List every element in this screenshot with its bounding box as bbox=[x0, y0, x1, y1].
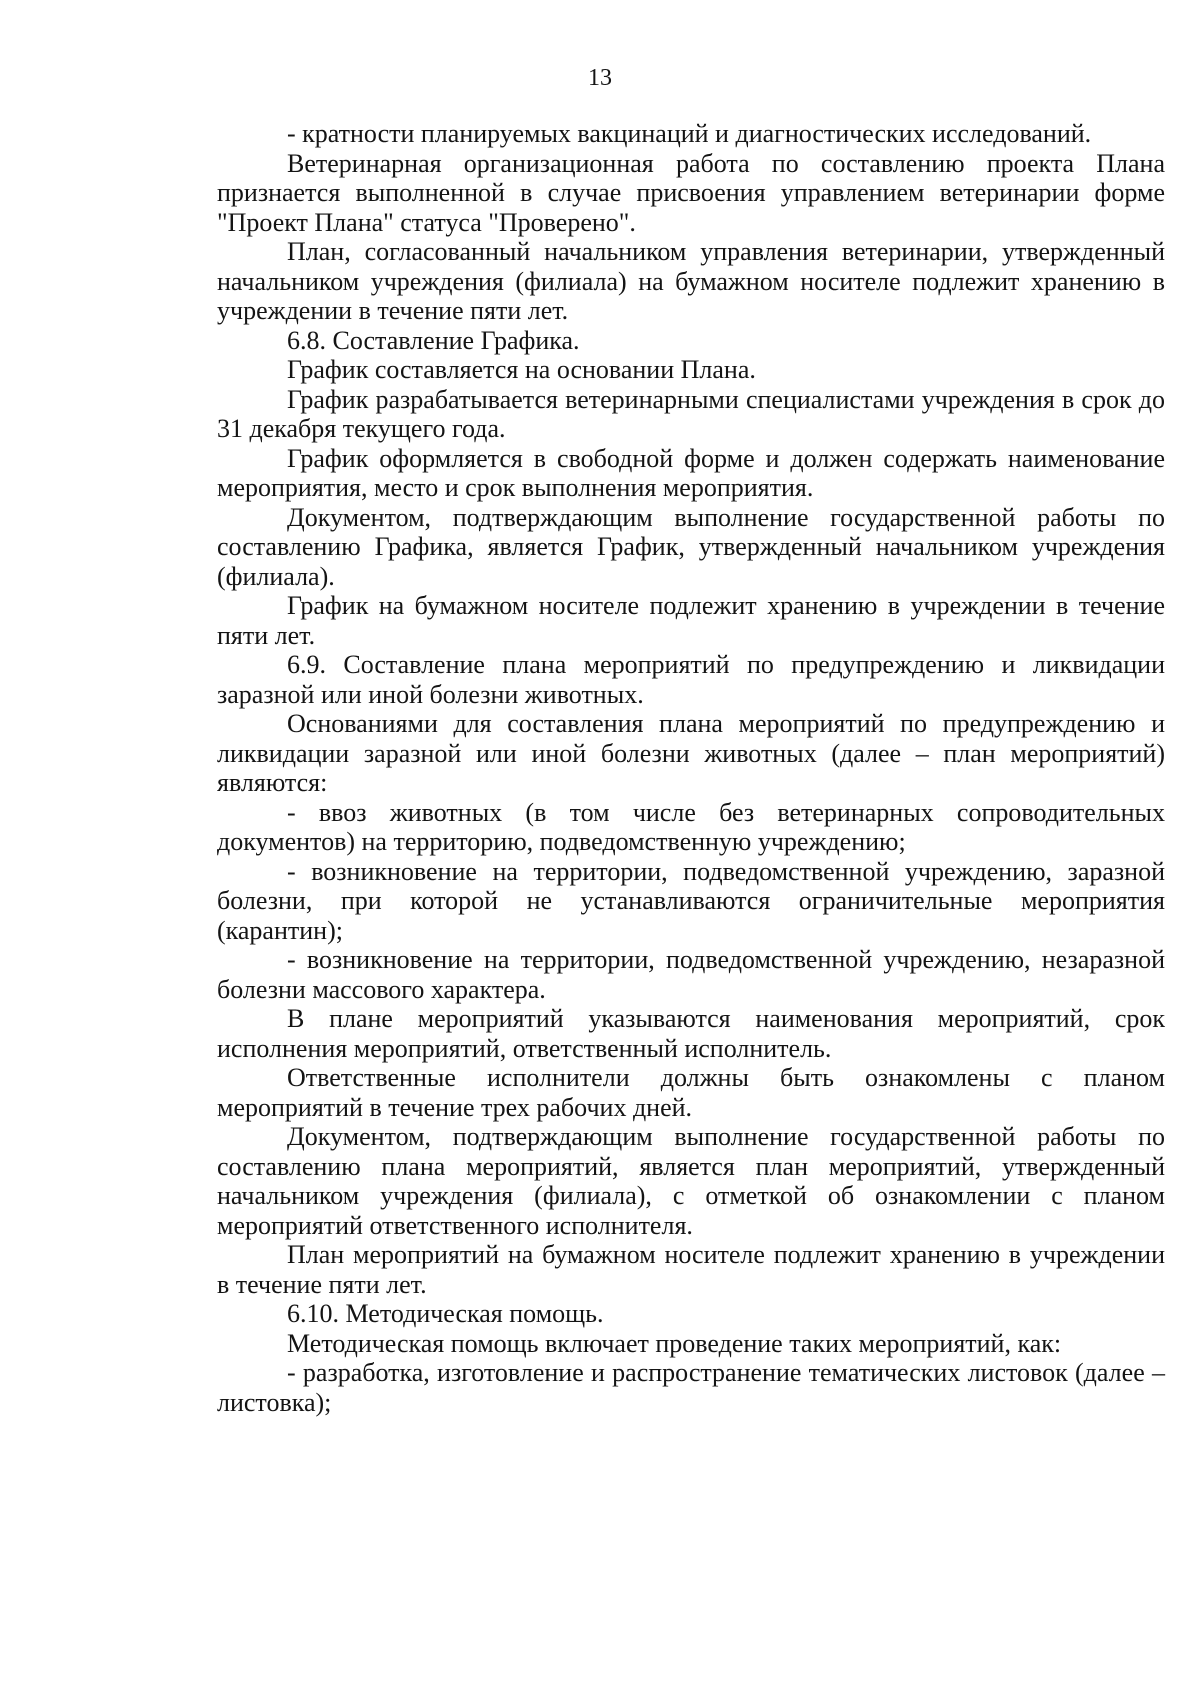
paragraph-plan-storage: План, согласованный начальником управления ветеринарии, утвержденный начальником учреждения (филиала) на бумажном носителе подлежит хранению в учреждении в течение пяти лет. bbox=[217, 237, 1165, 325]
page-number: 13 bbox=[588, 65, 612, 91]
paragraph-plan-draft-completion: Ветеринарная организационная работа по составлению проекта Плана признается выполненной в случае присвоения управлением ветеринарии форме "Проект Плана" статуса "Проверено". bbox=[217, 148, 1165, 237]
list-item-contagious-disease: - возникновение на территории, подведомственной учреждению, заразной болезни, при которой не устанавливаются ограничительные мероприятия (карантин); bbox=[217, 856, 1165, 945]
paragraph-methodical-help: Методическая помощь включает проведение таких мероприятий, как: bbox=[287, 1328, 1062, 1358]
paragraph-action-plan-storage: План мероприятий на бумажном носителе подлежит хранению в учреждении в течение пяти лет. bbox=[217, 1240, 1165, 1299]
paragraph-schedule-deadline: График разрабатывается ветеринарными специалистами учреждения в срок до 31 декабря текущего года. bbox=[217, 384, 1165, 443]
list-item-animal-import: - ввоз животных (в том числе без ветеринарных сопроводительных документов) на территорию, подведомственную учреждению; bbox=[217, 797, 1165, 856]
paragraph-action-plan-contents: В плане мероприятий указываются наименования мероприятий, срок исполнения мероприятий, ответственный исполнитель. bbox=[217, 1004, 1165, 1063]
document-body bbox=[217, 119, 1165, 1417]
paragraph-executors-familiarization: Ответственные исполнители должны быть ознакомлены с планом мероприятий в течение трех рабочих дней. bbox=[217, 1063, 1165, 1122]
paragraph-action-plan-confirmation: Документом, подтверждающим выполнение государственной работы по составлению плана мероприятий, является план мероприятий, утвержденный начальником учреждения (филиала), с отметкой об ознакомлении с планом мероприятий ответственного исполнителя. bbox=[217, 1122, 1165, 1240]
list-item-noncontagious-disease: - возникновение на территории, подведомственной учреждению, незаразной болезни массового характера. bbox=[217, 945, 1165, 1004]
section-heading-6-10: 6.10. Методическая помощь. bbox=[287, 1299, 604, 1328]
list-item-leaflets: - разработка, изготовление и распространение тематических листовок (далее – листовка); bbox=[217, 1358, 1165, 1417]
paragraph-schedule-confirmation: Документом, подтверждающим выполнение государственной работы по составлению Графика, является График, утвержденный начальником учреждения (филиала). bbox=[217, 502, 1165, 591]
section-heading-6-9: 6.9. Составление плана мероприятий по предупреждению и ликвидации заразной или иной болезни животных. bbox=[217, 650, 1165, 709]
paragraph-vaccination-frequency: - кратности планируемых вакцинаций и диагностических исследований. bbox=[287, 119, 1092, 148]
paragraph-action-plan-grounds: Основаниями для составления плана мероприятий по предупреждению и ликвидации заразной или иной болезни животных (далее – план мероприятий) являются: bbox=[217, 709, 1165, 797]
paragraph-schedule-storage: График на бумажном носителе подлежит хранению в учреждении в течение пяти лет. bbox=[217, 591, 1165, 650]
paragraph-schedule-basis: График составляется на основании Плана. bbox=[287, 355, 756, 384]
paragraph-schedule-form: График оформляется в свободной форме и должен содержать наименование мероприятия, место и срок выполнения мероприятия. bbox=[217, 443, 1165, 502]
section-heading-6-8: 6.8. Составление Графика. bbox=[287, 325, 580, 355]
